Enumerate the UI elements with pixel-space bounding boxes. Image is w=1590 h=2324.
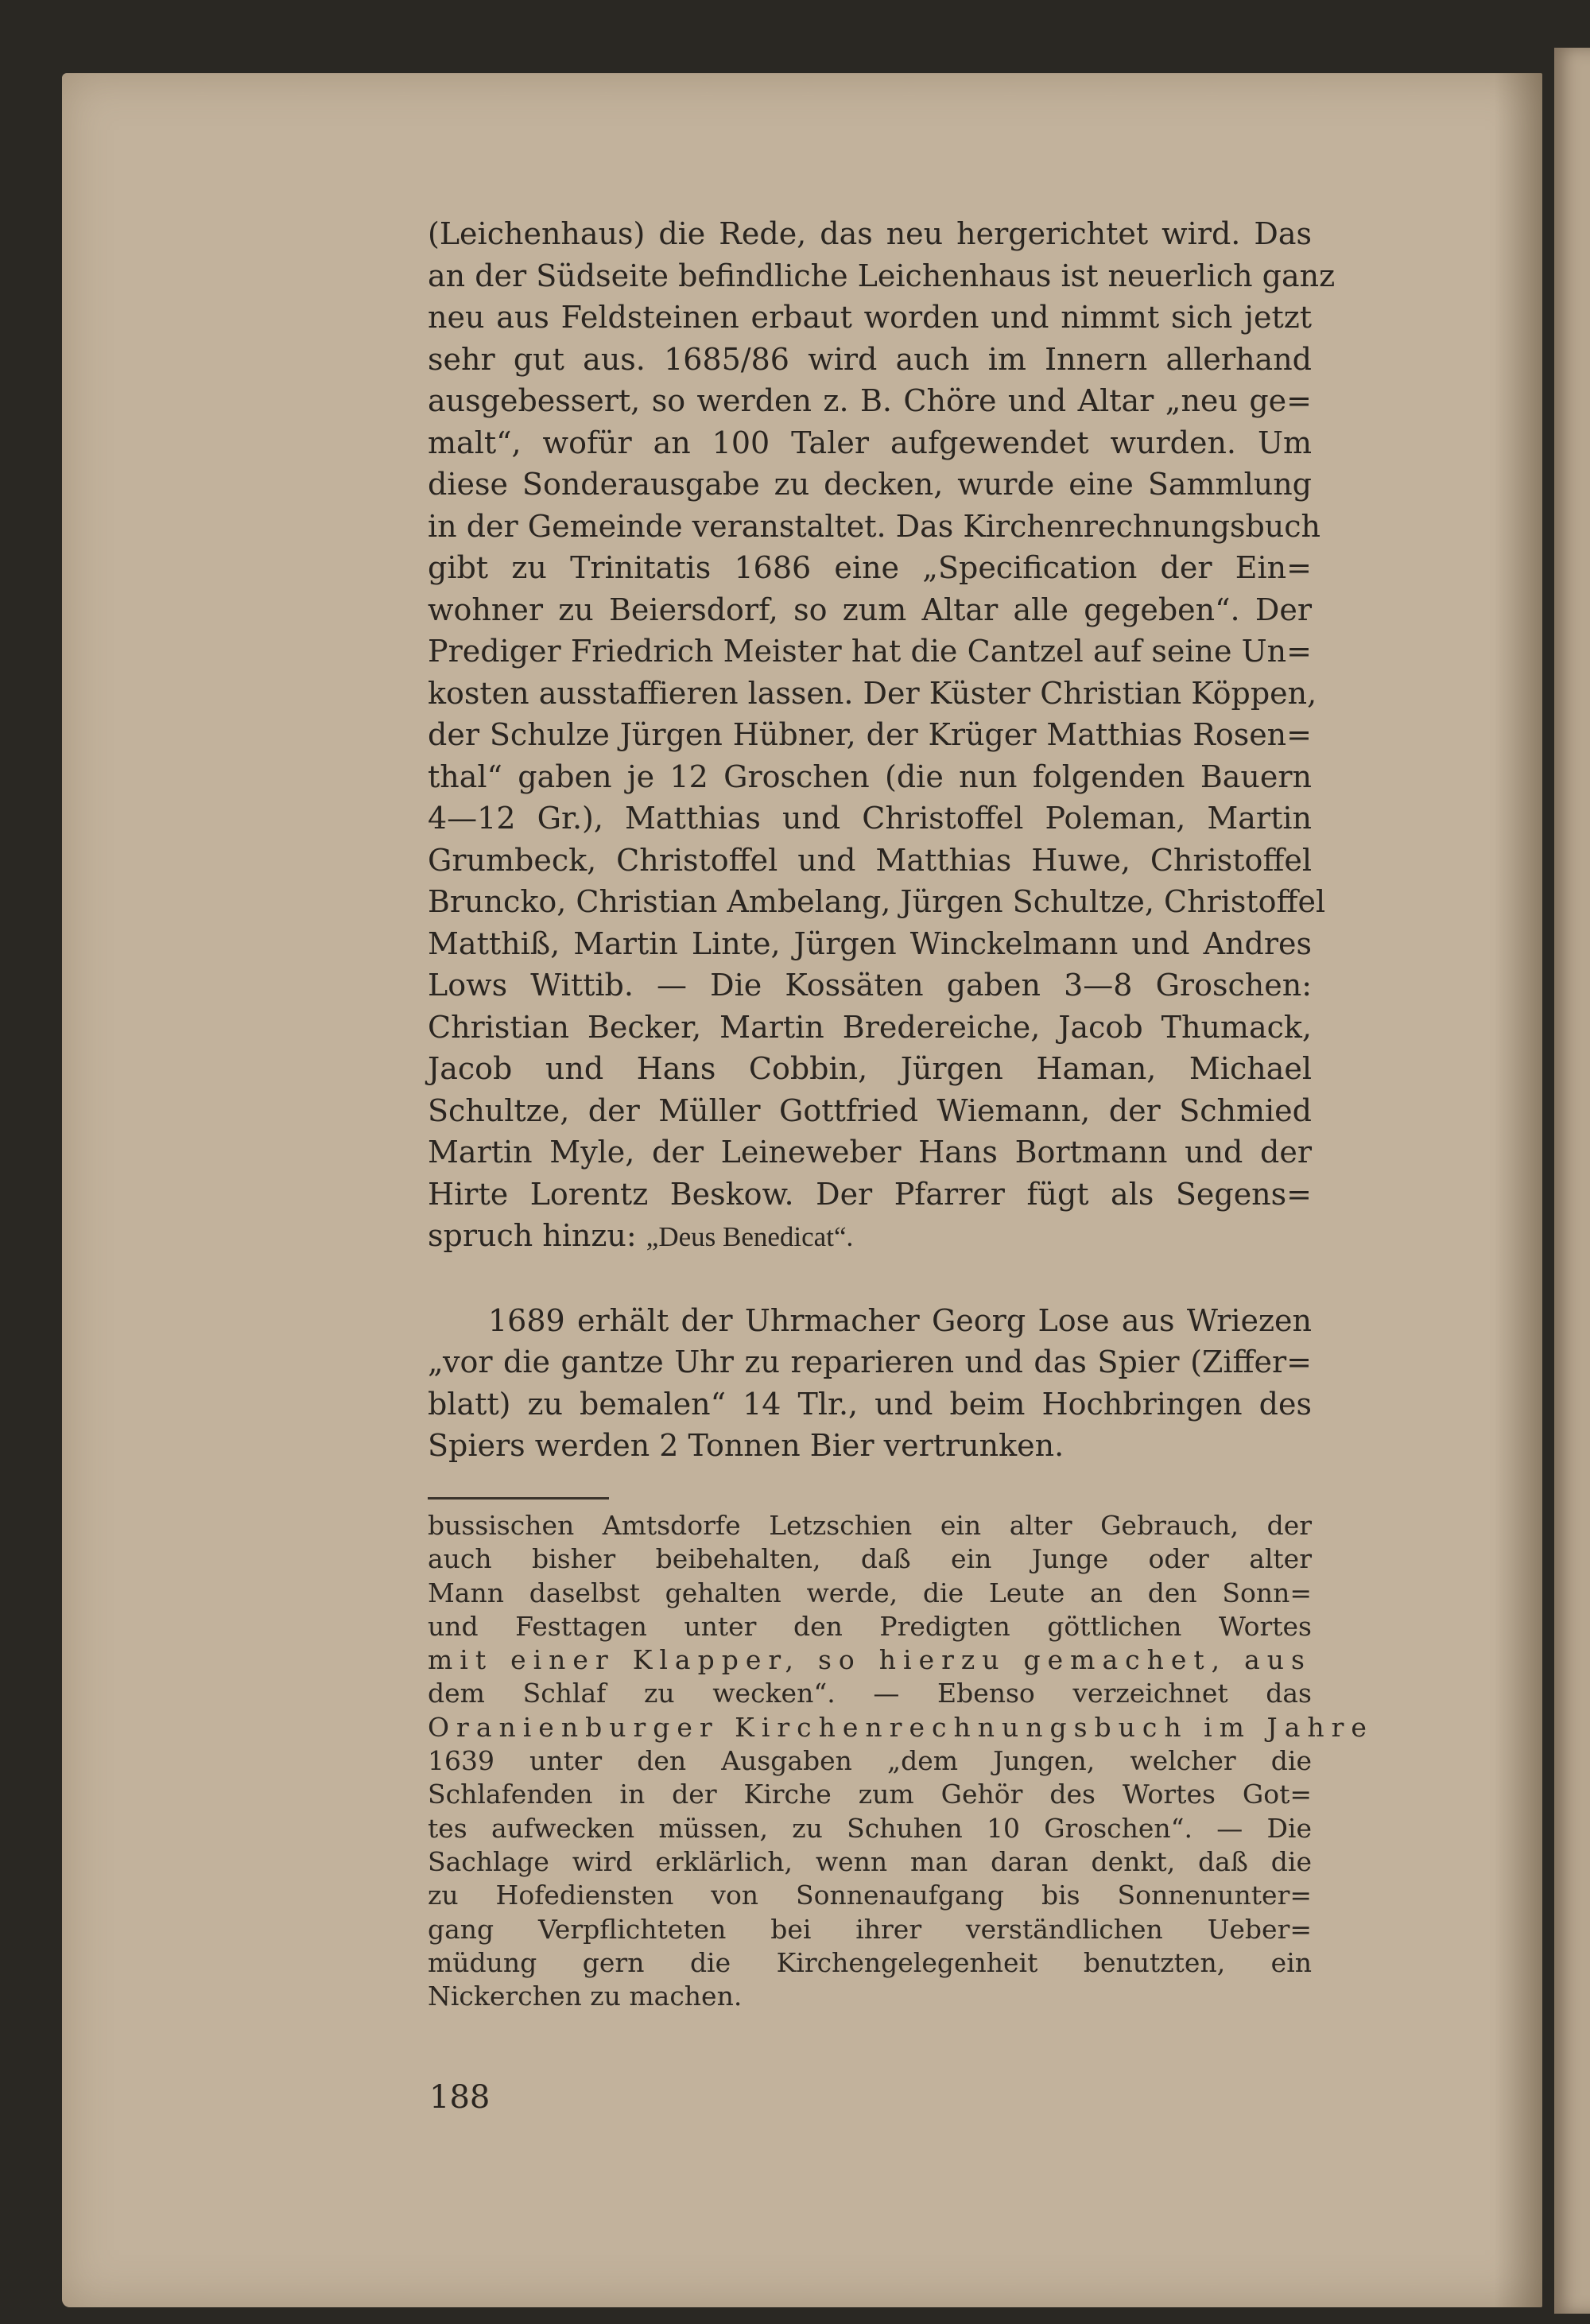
footnote bbox=[428, 1509, 1374, 2013]
text-line: wohner zu Beiersdorf, so zum Altar alle gegeben“. Der bbox=[428, 592, 1312, 627]
footnote-line: Mann daselbst gehalten werde, die Leute an den Sonn= bbox=[428, 1577, 1312, 1608]
text-line: Prediger Friedrich Meister hat die Cantzel auf seine Un= bbox=[428, 634, 1312, 669]
text-line: Grumbeck, Christoffel und Matthias Huwe, Christoffel bbox=[428, 842, 1312, 878]
footnote-line: und Festtagen unter den Predigten göttlichen Wortes bbox=[428, 1610, 1312, 1642]
page-number: 188 bbox=[429, 2079, 491, 2116]
footnote-line: dem Schlaf zu wecken“. — Ebenso verzeichnet das bbox=[428, 1678, 1312, 1709]
footnote-line: Schlafenden in der Kirche zum Gehör des Wortes Got= bbox=[428, 1779, 1312, 1810]
text-line: Brunckо, Christian Ambelang, Jürgen Schultze, Christoffel bbox=[428, 884, 1326, 919]
text-line: an der Südseite befindliche Leichenhaus ist neuerlich ganz bbox=[428, 258, 1336, 293]
text-line: malt“, wofür an 100 Taler aufgewendet wurden. Um bbox=[428, 425, 1312, 460]
text-line: Jacob und Hans Cobbin, Jürgen Haman, Michael bbox=[428, 1051, 1312, 1086]
footnote-line: Sachlage wird erklärlich, wenn man daran denkt, daß die bbox=[428, 1845, 1312, 1877]
paragraph-clockmaker bbox=[428, 1300, 1312, 1467]
text-line: sehr gut aus. 1685/86 wird auch im Innern allerhand bbox=[428, 341, 1312, 377]
text-line: Matthiß, Martin Linte, Jürgen Winckelmann und Andres bbox=[428, 925, 1312, 961]
text-line: Lows Wittib. — Die Kossäten gaben 3—8 Groschen: bbox=[428, 968, 1312, 1003]
footnote-line-spaced: Oranienburger Kirchenrechnungsbuch im Jahre bbox=[428, 1711, 1374, 1743]
text-line: (Leichenhaus) die Rede, das neu hergerichtet wird. Das bbox=[428, 216, 1312, 251]
text-line: „vor die gantze Uhr zu reparieren und das Spier (Ziffer= bbox=[428, 1344, 1312, 1379]
page-gutter-shadow bbox=[1495, 73, 1542, 2307]
text-line: blatt) zu bemalen“ 14 Tlr., und beim Hochbringen des bbox=[428, 1386, 1312, 1422]
footnote-line: Nickerchen zu machen. bbox=[428, 1981, 743, 2012]
footnote-line: zu Hofediensten von Sonnenaufgang bis Sonnenunter= bbox=[428, 1880, 1312, 1911]
text-line: der Schulze Jürgen Hübner, der Krüger Matthias Rosen= bbox=[428, 717, 1312, 752]
text-line: Schultze, der Müller Gottfried Wiemann, der Schmied bbox=[428, 1092, 1312, 1128]
text-line: Spiers werden 2 Tonnen Bier vertrunken. bbox=[428, 1428, 1065, 1463]
text-line: kosten ausstaffieren lassen. Der Küster Christian Köppen, bbox=[428, 675, 1317, 711]
text-fragment: spruch hinzu: bbox=[428, 1218, 637, 1253]
text-line: thal“ gaben je 12 Groschen (die nun folgenden Bauern bbox=[428, 759, 1312, 794]
text-line: neu aus Feldsteinen erbaut worden und nimmt sich jetzt bbox=[428, 300, 1312, 335]
footnote-line-spaced: mit einer Klapper, so hierzu gemachet, aus bbox=[428, 1644, 1312, 1676]
footnote-line: bussischen Amtsdorfe Letzschien ein alter Gebrauch, der bbox=[428, 1510, 1312, 1541]
footnote-line: gang Verpflichteten bei ihrer verständlichen Ueber= bbox=[428, 1913, 1312, 1945]
text-line: in der Gemeinde veranstaltet. Das Kirchenrechnungsbuch bbox=[428, 508, 1321, 544]
footnote-line: tes aufwecken müssen, zu Schuhen 10 Groschen“. — Die bbox=[428, 1812, 1312, 1844]
latin-phrase: „Deus Benedicat“. bbox=[646, 1221, 854, 1252]
text-line: Hirte Lorentz Beskow. Der Pfarrer fügt als Segens= bbox=[428, 1176, 1312, 1212]
text-line: Christian Becker, Martin Bredereiche, Jacob Thumack, bbox=[428, 1009, 1312, 1045]
main-text bbox=[428, 213, 1336, 1467]
text-line: gibt zu Trinitatis 1686 eine „Specification der Ein= bbox=[428, 550, 1312, 585]
text-line-last bbox=[428, 1215, 1312, 1259]
text-line: 1689 erhält der Uhrmacher Georg Lose aus Wriezen bbox=[488, 1302, 1312, 1338]
footnote-separator bbox=[428, 1497, 609, 1500]
footnote-line: auch bisher beibehalten, daß ein Junge oder alter bbox=[428, 1543, 1312, 1575]
text-line: diese Sonderausgabe zu decken, wurde eine Sammlung bbox=[428, 467, 1312, 502]
footnote-line: 1639 unter den Ausgaben „dem Jungen, welcher die bbox=[428, 1745, 1312, 1777]
text-line: ausgebessert, so werden z. B. Chöre und Altar „neu ge= bbox=[428, 383, 1312, 418]
text-line: 4—12 Gr.), Matthias und Christoffel Poleman, Martin bbox=[428, 801, 1312, 836]
footnote-line: müdung gern die Kirchengelegenheit benutzten, ein bbox=[428, 1946, 1312, 1978]
facing-page-edge bbox=[1554, 48, 1590, 2314]
text-line: Martin Myle, der Leineweber Hans Bortmann und der bbox=[428, 1135, 1312, 1170]
